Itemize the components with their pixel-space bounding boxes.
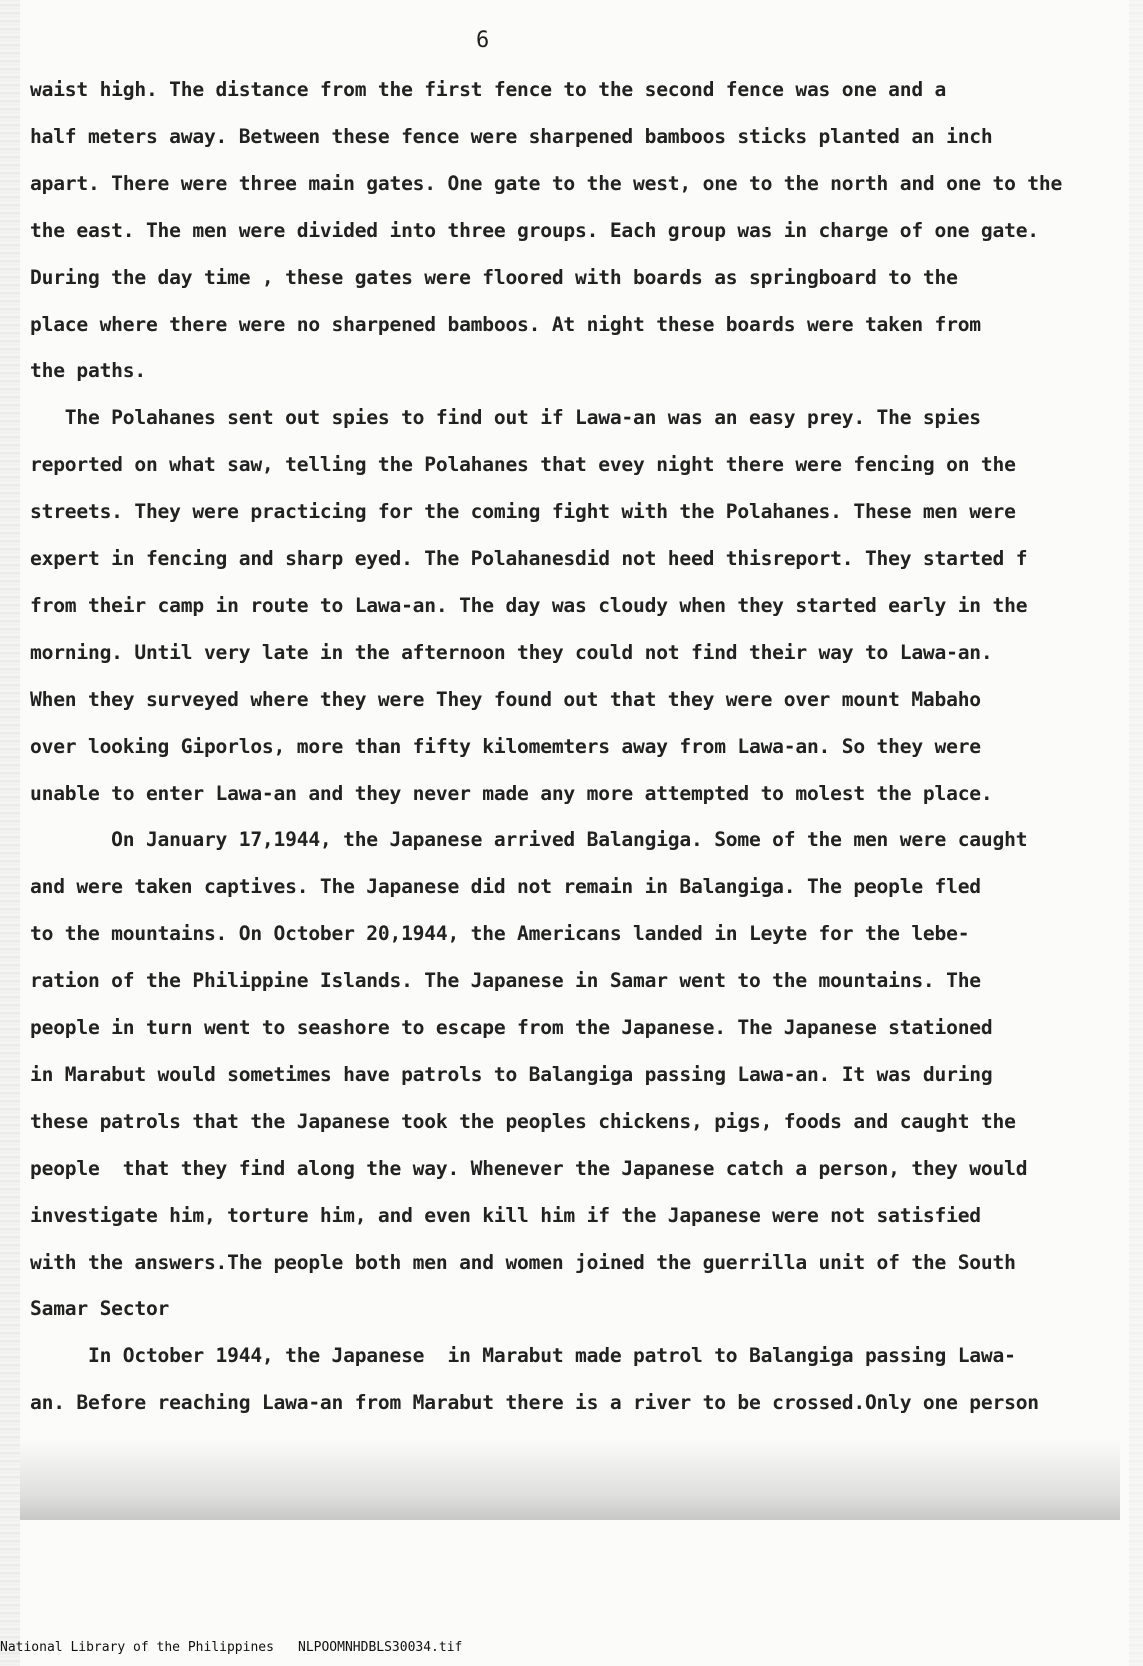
text-line: morning. Until very late in the afternoon they could not find their way to Lawa-an. (30, 640, 993, 664)
text-line: the paths. (30, 359, 146, 383)
text-line: half meters away. Between these fence were sharpened bamboos sticks planted an inch (30, 124, 993, 148)
text-line: over looking Giporlos, more than fifty kilomemters away from Lawa-an. So they were (30, 734, 981, 758)
text-line: the east. The men were divided into three groups. Each group was in charge of one gate. (30, 218, 1039, 242)
text-line: Samar Sector (30, 1297, 170, 1321)
footer-library-name: National Library of the Philippines (0, 1640, 274, 1655)
text-line: On January 17,1944, the Japanese arrived Balangiga. Some of the men were caught (30, 828, 1028, 852)
text-line: expert in fencing and sharp eyed. The Polahanesdid not heed thisreport. They started f (30, 547, 1028, 570)
page-number: 6 (476, 28, 490, 53)
text-line: these patrols that the Japanese took the peoples chickens, pigs, foods and caught the (30, 1109, 1016, 1133)
text-line: to the mountains. On October 20,1944, the Americans landed in Leyte for the lebe- (30, 922, 970, 946)
text-line: with the answers.The people both men and women joined the guerrilla unit of the South (30, 1250, 1016, 1274)
text-line: ration of the Philippine Islands. The Japanese in Samar went to the mountains. The (30, 969, 981, 993)
text-line: an. Before reaching Lawa-an from Marabut there is a river to be crossed.Only one person (30, 1391, 1039, 1415)
text-line: unable to enter Lawa-an and they never made any more attempted to molest the place. (30, 781, 993, 805)
text-line: The Polahanes sent out spies to find out if Lawa-an was an easy prey. The spies (30, 406, 981, 430)
text-line: people that they find along the way. Whenever the Japanese catch a person, they would (30, 1156, 1028, 1180)
text-line: reported on what saw, telling the Polahanes that evey night there were fencing on the (30, 453, 1016, 477)
footer-file-id: NLPOOMNHDBLS30034.tif (298, 1640, 463, 1655)
text-line: from their camp in route to Lawa-an. The day was cloudy when they started early in the (30, 593, 1028, 617)
text-line: and were taken captives. The Japanese did not remain in Balangiga. The people fled (30, 875, 981, 899)
text-line: in Marabut would sometimes have patrols to Balangiga passing Lawa-an. It was during (30, 1062, 993, 1086)
text-line: apart. There were three main gates. One gate to the west, one to the north and one to the (30, 171, 1063, 195)
scan-edge-right (1129, 0, 1143, 1666)
text-line: place where there were no sharpened bamboos. At night these boards were taken from (30, 312, 981, 336)
text-line: people in turn went to seashore to escape from the Japanese. The Japanese stationed (30, 1016, 993, 1039)
text-line: In October 1944, the Japanese in Marabut made patrol to Balangiga passing Lawa- (30, 1344, 1016, 1368)
text-line: investigate him, torture him, and even kill him if the Japanese were not satisfied (30, 1203, 981, 1227)
scan-edge-left (0, 0, 20, 1666)
text-line: When they surveyed where they were They found out that they were over mount Mabaho (30, 687, 981, 711)
scan-shading (20, 1440, 1120, 1520)
text-line: During the day time , these gates were floored with boards as springboard to the (30, 265, 958, 289)
text-line: streets. They were practicing for the coming fight with the Polahanes. These men were (30, 500, 1016, 524)
text-line: waist high. The distance from the first fence to the second fence was one and a (30, 78, 947, 101)
